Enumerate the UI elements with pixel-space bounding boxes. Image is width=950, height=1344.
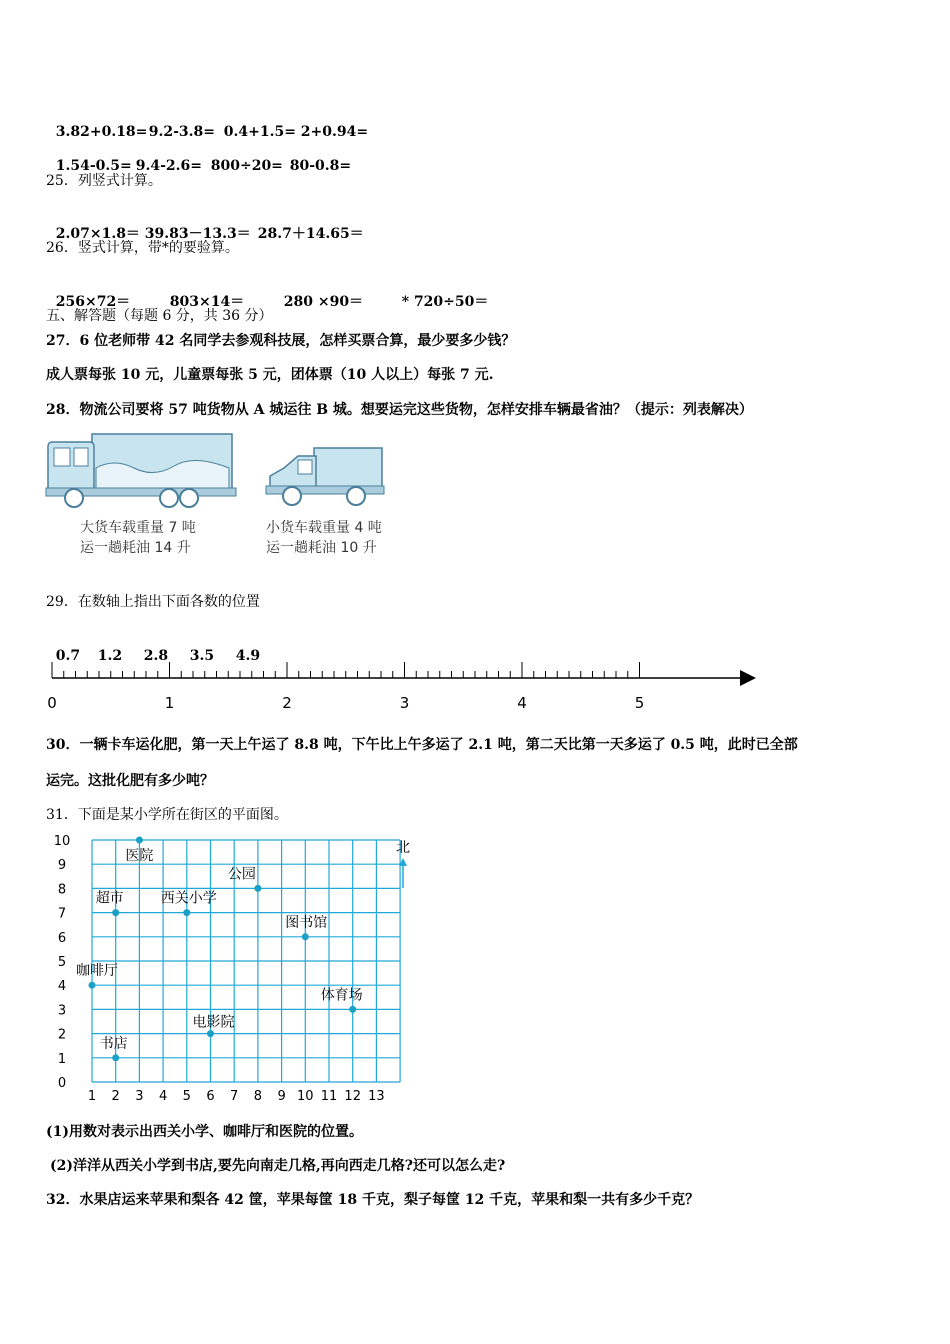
expression: 28.7＋14.65＝ (257, 226, 364, 242)
y-tick-label: 3 (57, 1003, 67, 1019)
expression: 80-0.8= (289, 158, 352, 174)
x-tick-label: 8 (253, 1089, 263, 1102)
question-27: 27．6 位老师带 42 名同学去参观科技展，怎样买票合算，最少要多少钱？ (46, 333, 516, 349)
y-tick-label: 0 (57, 1076, 67, 1091)
y-tick-label: 2 (57, 1027, 67, 1043)
y-tick-label: 5 (57, 955, 67, 970)
x-tick-label: 1 (87, 1089, 97, 1102)
expression: * 720÷50＝ (401, 294, 489, 310)
big-truck-icon (46, 434, 236, 507)
x-tick-label: 12 (344, 1089, 361, 1102)
question-32: 32．水果店运来苹果和梨各 42 筐，苹果每筐 18 千克，梨子每筐 12 千克，苹果和梨一共有多少千克？ (46, 1192, 700, 1208)
question-28: 28．物流公司要将 57 吨货物从 A 城运往 B 城。想要运完这些货物，怎样安排车辆最省油？（提示：列表解决） (46, 402, 753, 418)
expression: 2.07×1.8＝ (55, 226, 140, 242)
x-tick-label: 7 (230, 1089, 239, 1102)
street-map-grid (40, 832, 420, 1102)
axis-tick-label: 1 (164, 694, 175, 712)
x-tick-label: 3 (135, 1089, 144, 1102)
x-tick-label: 13 (368, 1089, 385, 1102)
location-label: 电影院 (192, 1014, 235, 1031)
question-31: 31．下面是某小学所在街区的平面图。 (46, 807, 288, 823)
number: 0.7 (55, 648, 81, 664)
question-30-line-1: 30．一辆卡车运化肥，第一天上午运了 8.8 吨，下午比上午多运了 2.1 吨，第二天比第一天多运了 0.5 吨，此时已全部 (46, 737, 798, 753)
location-label: 医院 (125, 848, 154, 864)
x-tick-label: 4 (158, 1089, 168, 1102)
location-label: 咖啡厅 (76, 963, 118, 980)
location-point (302, 933, 309, 940)
expression: 39.83－13.3＝ (144, 226, 251, 242)
section-5-title: 五、解答题（每题 6 分，共 36 分） (46, 308, 273, 324)
expression: 2+0.94= (300, 124, 369, 140)
oral-calc-row-2 (46, 136, 351, 176)
question-29: 29．在数轴上指出下面各数的位置 (46, 594, 260, 610)
arrow-head-icon (740, 670, 756, 686)
axis-tick-label: 4 (517, 694, 527, 712)
question-26-title: 26．竖式计算，带*的要验算。 (46, 240, 239, 256)
number-line (40, 652, 770, 718)
y-tick-label: 9 (57, 858, 67, 874)
x-tick-label: 11 (320, 1089, 338, 1102)
location-point (254, 885, 261, 892)
expression: 0.4+1.5= (223, 124, 296, 140)
location-point (112, 1054, 119, 1061)
expression: 256×72＝ (55, 294, 131, 310)
question-30-line-2: 运完。这批化肥有多少吨？ (46, 773, 214, 789)
location-point (89, 982, 96, 989)
location-label: 超市 (95, 890, 124, 907)
expression: 280 ×90＝ (283, 294, 364, 310)
location-point (183, 909, 190, 916)
number: 1.2 (97, 648, 123, 664)
location-label: 体育场 (320, 987, 363, 1004)
question-27-prices: 成人票每张 10 元，儿童票每张 5 元，团体票（10 人以上）每张 7 元. (46, 367, 494, 383)
axis-tick-label: 5 (634, 694, 645, 712)
question-31-part-1: (1)用数对表示出西关小学、咖啡厅和医院的位置。 (46, 1124, 363, 1140)
location-point (136, 837, 143, 844)
question-25-title: 25．列竖式计算。 (46, 173, 162, 189)
x-tick-label: 6 (206, 1089, 215, 1102)
x-tick-label: 2 (111, 1089, 120, 1102)
big-truck-fuel: 运一趟耗油 14 升 (80, 540, 191, 556)
expression: 1.54-0.5= (55, 158, 132, 174)
small-truck-capacity: 小货车载重量 4 吨 (266, 520, 382, 536)
north-label: 北 (396, 840, 410, 856)
question-31-part-2: (2)洋洋从西关小学到书店,要先向南走几格,再向西走几格?还可以怎么走? (50, 1158, 506, 1174)
location-label: 西关小学 (160, 890, 217, 907)
location-label: 公园 (227, 866, 256, 883)
big-truck-capacity: 大货车载重量 7 吨 (80, 520, 196, 536)
x-tick-label: 9 (277, 1089, 286, 1102)
number: 2.8 (143, 648, 169, 664)
y-tick-label: 1 (57, 1051, 67, 1067)
y-tick-label: 4 (57, 979, 67, 995)
y-tick-label: 8 (57, 882, 67, 898)
y-tick-label: 6 (57, 930, 67, 946)
location-label: 书店 (99, 1035, 128, 1052)
expression: 3.82+0.18= (55, 124, 148, 140)
location-point (112, 909, 119, 916)
small-truck-icon (266, 448, 384, 505)
number: 3.5 (189, 648, 215, 664)
location-point (207, 1030, 214, 1037)
y-tick-label: 7 (57, 906, 67, 922)
axis-tick-label: 2 (282, 694, 292, 712)
y-tick-label: 10 (53, 834, 71, 849)
expression: 803×14＝ (169, 294, 245, 310)
location-point (349, 1006, 356, 1013)
number: 4.9 (235, 648, 261, 664)
axis-tick-label: 3 (399, 694, 410, 712)
x-tick-label: 5 (182, 1089, 191, 1102)
location-label: 图书馆 (285, 914, 328, 931)
axis-tick-label: 0 (47, 694, 57, 712)
trucks-illustration (44, 428, 404, 560)
x-tick-label: 10 (297, 1089, 314, 1102)
expression: 9.2-3.8= (148, 124, 216, 140)
expression: 800÷20= (210, 158, 283, 174)
expression: 9.4-2.6= (135, 158, 203, 174)
small-truck-fuel: 运一趟耗油 10 升 (266, 540, 377, 556)
